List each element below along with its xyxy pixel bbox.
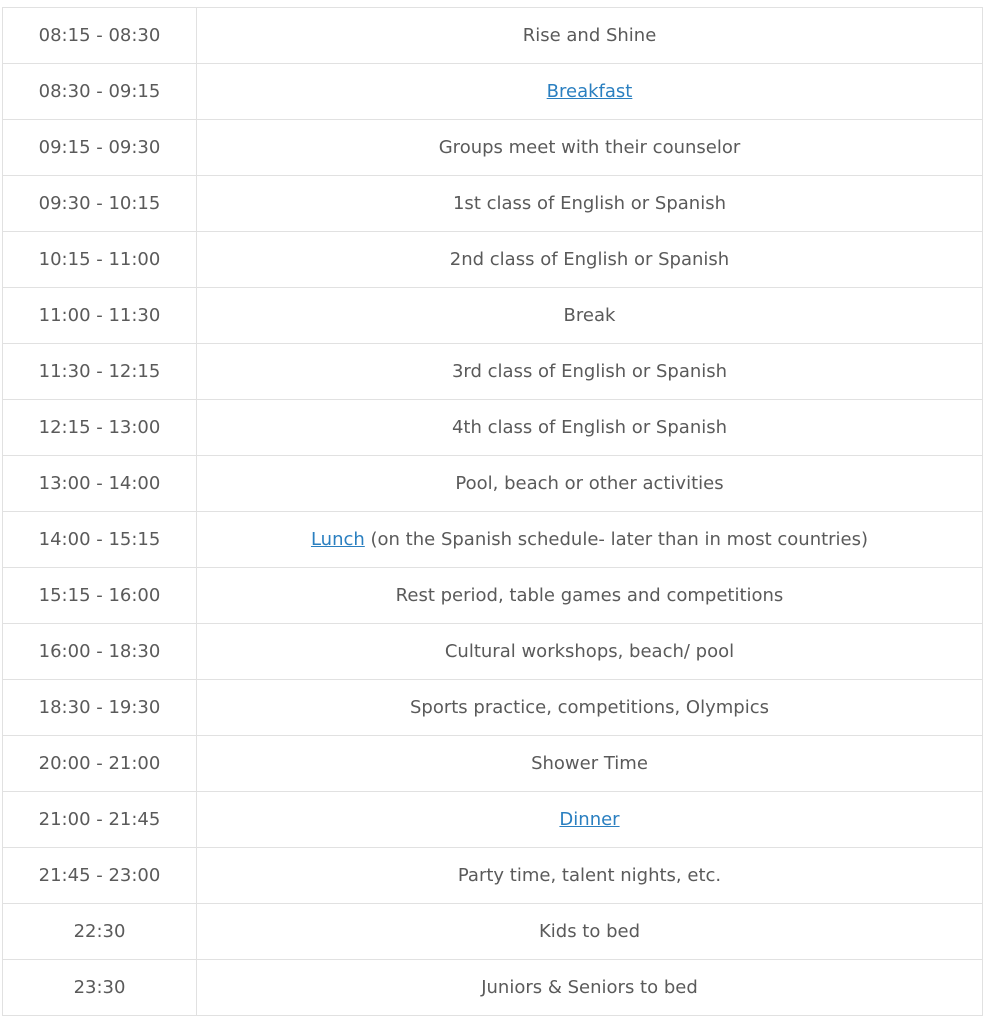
activity-cell: Party time, talent nights, etc. [197,848,983,904]
time-cell: 11:00 - 11:30 [3,288,197,344]
activity-cell: Shower Time [197,736,983,792]
table-row [3,232,983,288]
table-row [3,400,983,456]
table-row [3,8,983,64]
time-cell: 10:15 - 11:00 [3,232,197,288]
activity-cell: Groups meet with their counselor [197,120,983,176]
activity-cell: Sports practice, competitions, Olympics [197,680,983,736]
activity-cell: Break [197,288,983,344]
time-cell: 22:30 [3,904,197,960]
time-cell: 11:30 - 12:15 [3,344,197,400]
time-cell: 18:30 - 19:30 [3,680,197,736]
time-cell: 20:00 - 21:00 [3,736,197,792]
dinner-link[interactable]: Dinner [559,808,620,830]
time-cell: 14:00 - 15:15 [3,512,197,568]
time-cell: 08:15 - 08:30 [3,8,197,64]
activity-cell: Rise and Shine [197,8,983,64]
activity-cell: 1st class of English or Spanish [197,176,983,232]
activity-cell: Juniors & Seniors to bed [197,960,983,1016]
activity-cell [197,64,983,120]
time-cell: 08:30 - 09:15 [3,64,197,120]
table-row [3,904,983,960]
table-row [3,344,983,400]
time-cell: 09:15 - 09:30 [3,120,197,176]
lunch-note: (on the Spanish schedule- later than in most countries) [364,528,869,550]
activity-cell: 3rd class of English or Spanish [197,344,983,400]
table-row [3,456,983,512]
time-cell: 21:45 - 23:00 [3,848,197,904]
activity-cell: Rest period, table games and competitions [197,568,983,624]
table-row [3,288,983,344]
time-cell: 23:30 [3,960,197,1016]
activity-cell: Pool, beach or other activities [197,456,983,512]
table-row [3,512,983,568]
table-row [3,120,983,176]
table-row [3,680,983,736]
activity-cell: Kids to bed [197,904,983,960]
time-cell: 12:15 - 13:00 [3,400,197,456]
lunch-link[interactable]: Lunch [310,528,365,550]
activity-cell: Cultural workshops, beach/ pool [197,624,983,680]
table-row [3,624,983,680]
table-row [3,176,983,232]
time-cell: 15:15 - 16:00 [3,568,197,624]
activity-cell [197,792,983,848]
schedule-table [2,7,983,1016]
time-cell: 16:00 - 18:30 [3,624,197,680]
table-row [3,960,983,1016]
activity-cell: 4th class of English or Spanish [197,400,983,456]
table-row [3,568,983,624]
time-cell: 21:00 - 21:45 [3,792,197,848]
table-row [3,64,983,120]
time-cell: 09:30 - 10:15 [3,176,197,232]
table-row [3,792,983,848]
time-cell: 13:00 - 14:00 [3,456,197,512]
schedule-body [3,8,983,1016]
table-row [3,848,983,904]
breakfast-link[interactable]: Breakfast [546,80,633,102]
activity-cell: 2nd class of English or Spanish [197,232,983,288]
table-row [3,736,983,792]
activity-cell [197,512,983,568]
